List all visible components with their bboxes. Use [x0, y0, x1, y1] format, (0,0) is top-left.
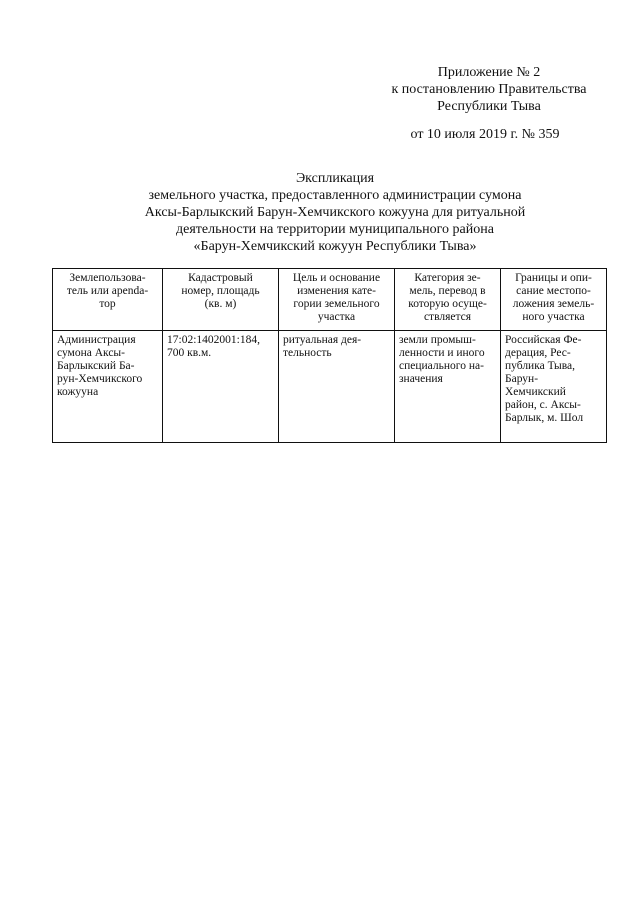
- explication-table: [52, 268, 607, 443]
- appendix-government: Республики Тыва: [437, 99, 541, 114]
- cell-land-user: Администрация сумона Аксы- Барлыкский Ба- рун-Хемчикского кожууна: [53, 331, 163, 443]
- decree-date: от 10 июля 2019 г. № 359: [410, 127, 560, 142]
- title-line: Аксы-Барлыкский Барун-Хемчикского кожууна для ритуальной: [144, 205, 526, 220]
- cell-boundaries: Российская Фе- дерация, Рес- публика Тыва, Барун- Хемчикский район, с. Аксы- Барлык, м. Шол: [501, 331, 607, 443]
- title-line: деятельности на территории муниципального района: [176, 222, 494, 237]
- appendix-number: Приложение № 2: [437, 65, 541, 80]
- title-line: Экспликация: [295, 171, 375, 186]
- appendix-block: [372, 64, 606, 115]
- cell-land-category: земли промыш- ленности и иного специального на- значения: [395, 331, 501, 443]
- appendix-reference: к постановлению Правительства: [391, 82, 587, 97]
- header-cadastral-number: Кадастровый номер, площадь (кв. м): [163, 269, 279, 331]
- header-land-category: Категория зе- мель, перевод в которую осуще- ствляется: [395, 269, 501, 331]
- title-line: «Барун-Хемчикский кожуун Республики Тыва»: [193, 239, 477, 254]
- table-row: [53, 331, 607, 443]
- cell-purpose: ритуальная дея- тельность: [279, 331, 395, 443]
- header-purpose: Цель и основание изменения кате- гории земельного участка: [279, 269, 395, 331]
- title-line: земельного участка, предоставленного администрации сумона: [148, 188, 522, 203]
- cell-cadastral-number: 17:02:1402001:184, 700 кв.м.: [163, 331, 279, 443]
- table-header-row: [53, 269, 607, 331]
- document-title: [100, 170, 570, 255]
- header-land-user: Землепользова- тель или арenda- тор: [53, 269, 163, 331]
- header-boundaries: Границы и опи- сание местопо- ложения земель- ного участка: [501, 269, 607, 331]
